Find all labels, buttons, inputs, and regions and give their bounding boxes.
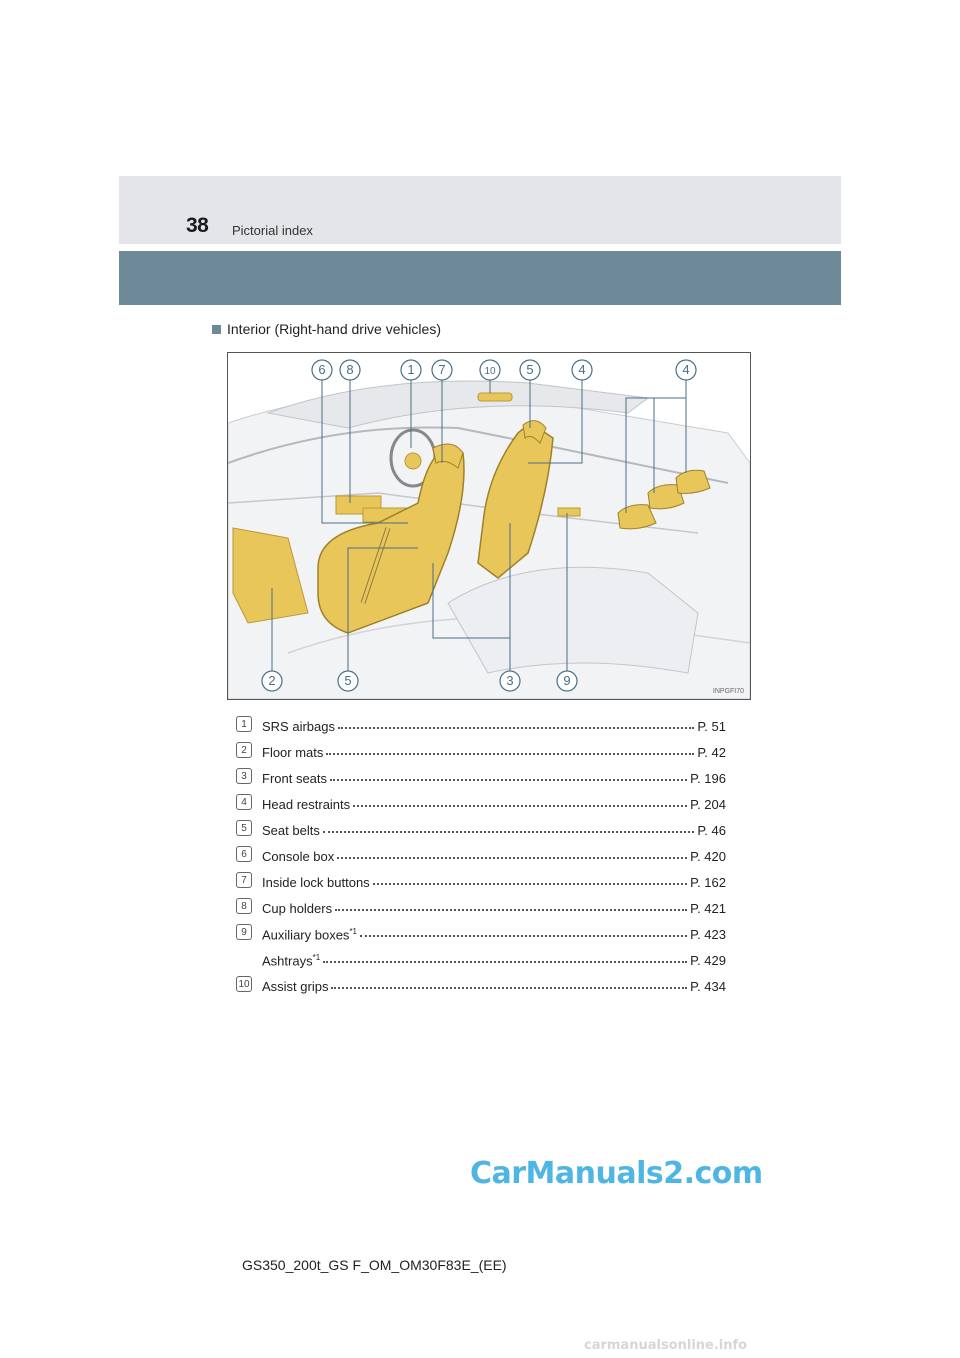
callout-number: 1 <box>407 362 415 377</box>
callout-number: 10 <box>484 366 496 377</box>
index-number: 10 <box>236 976 252 992</box>
index-label: Front seats <box>262 771 328 786</box>
index-label: Cup holders <box>262 901 333 916</box>
index-row <box>236 916 726 942</box>
watermark-logo[interactable]: CarManuals2.com <box>470 1156 763 1191</box>
dot-leader <box>373 883 687 885</box>
index-row <box>236 786 726 812</box>
page-reference-link[interactable]: P. 421 <box>690 901 726 916</box>
page-number: 38 <box>186 214 209 237</box>
index-list <box>236 708 726 994</box>
index-number: 7 <box>236 872 252 888</box>
callout-number: 6 <box>318 362 326 377</box>
square-bullet-icon <box>212 325 221 334</box>
index-number: 6 <box>236 846 252 862</box>
callout-top-2 <box>401 360 421 380</box>
index-row <box>236 734 726 760</box>
page-reference-link[interactable]: P. 162 <box>690 875 726 890</box>
callout-top-6 <box>572 360 592 380</box>
callout-top-3 <box>432 360 452 380</box>
page-reference-link[interactable]: P. 420 <box>690 849 726 864</box>
index-label: Seat belts <box>262 823 320 838</box>
dot-leader <box>360 935 687 937</box>
subheading-text: Interior (Right-hand drive vehicles) <box>227 321 441 337</box>
page-reference-link[interactable]: P. 204 <box>690 797 726 812</box>
index-label: Head restraints <box>262 797 351 812</box>
page-reference-link[interactable]: P. 42 <box>697 745 726 760</box>
index-row <box>236 890 726 916</box>
index-label: Auxiliary boxes$^{*1}$ <box>262 926 357 942</box>
dot-leader <box>353 805 687 807</box>
dot-leader <box>323 831 694 833</box>
callout-number: 4 <box>578 362 586 377</box>
callout-number: 4 <box>682 362 690 377</box>
callout-bottom-0 <box>262 671 282 691</box>
index-row <box>236 864 726 890</box>
index-row <box>236 838 726 864</box>
interior-illustration <box>227 352 751 700</box>
dot-leader <box>323 961 687 963</box>
callout-top-1 <box>340 360 360 380</box>
index-row <box>236 942 726 968</box>
index-row <box>236 968 726 994</box>
index-number: 5 <box>236 820 252 836</box>
dot-leader <box>337 857 687 859</box>
callout-top-7 <box>676 360 696 380</box>
index-row <box>236 708 726 734</box>
callout-top-0 <box>312 360 332 380</box>
title-bar <box>119 251 841 305</box>
index-label: SRS airbags <box>262 719 335 734</box>
page-reference-link[interactable]: P. 434 <box>690 979 726 994</box>
index-label: Inside lock buttons <box>262 875 370 890</box>
dot-leader <box>338 727 694 729</box>
callout-number: 2 <box>268 673 276 688</box>
footnote-marker: *1 <box>349 926 357 936</box>
subheading <box>212 321 441 337</box>
callout-number: 5 <box>344 673 352 688</box>
section-title: Pictorial index <box>232 223 313 238</box>
index-row <box>236 760 726 786</box>
callout-number: 7 <box>438 362 446 377</box>
index-label: Assist grips <box>262 979 329 994</box>
callout-bottom-2 <box>500 671 520 691</box>
footnote-marker: *1 <box>312 952 321 962</box>
callout-top-4 <box>480 360 500 380</box>
dot-leader <box>330 779 687 781</box>
index-label: Floor mats <box>262 745 324 760</box>
watermark-bottom[interactable]: carmanualsonline.info <box>584 1338 748 1353</box>
page-reference-link[interactable]: P. 196 <box>690 771 726 786</box>
index-number: 2 <box>236 742 252 758</box>
index-number: 1 <box>236 716 252 732</box>
page-reference-link[interactable]: P. 429 <box>690 953 726 968</box>
dot-leader <box>326 753 694 755</box>
interior-drawing <box>228 353 750 699</box>
index-label: Ashtrays$^{*1}$ <box>262 952 321 968</box>
dot-leader <box>335 909 687 911</box>
callout-number: 9 <box>563 673 571 688</box>
index-number: 4 <box>236 794 252 810</box>
dot-leader <box>331 987 687 989</box>
index-label: Console box <box>262 849 335 864</box>
page-reference-link[interactable]: P. 46 <box>697 823 726 838</box>
callout-bottom-3 <box>557 671 577 691</box>
index-number: 9 <box>236 924 252 940</box>
callout-bottom-1 <box>338 671 358 691</box>
index-row <box>236 812 726 838</box>
footer-doc-code: GS350_200t_GS F_OM_OM30F83E_(EE) <box>242 1257 507 1273</box>
callout-number: 8 <box>346 362 354 377</box>
image-code: INPGFI70 <box>712 688 744 695</box>
callout-number: 5 <box>526 362 534 377</box>
callout-top-5 <box>520 360 540 380</box>
index-number: 3 <box>236 768 252 784</box>
header-band <box>119 176 841 244</box>
page-reference-link[interactable]: P. 51 <box>697 719 726 734</box>
callout-number: 3 <box>506 673 514 688</box>
page-reference-link[interactable]: P. 423 <box>690 927 726 942</box>
index-number: 8 <box>236 898 252 914</box>
